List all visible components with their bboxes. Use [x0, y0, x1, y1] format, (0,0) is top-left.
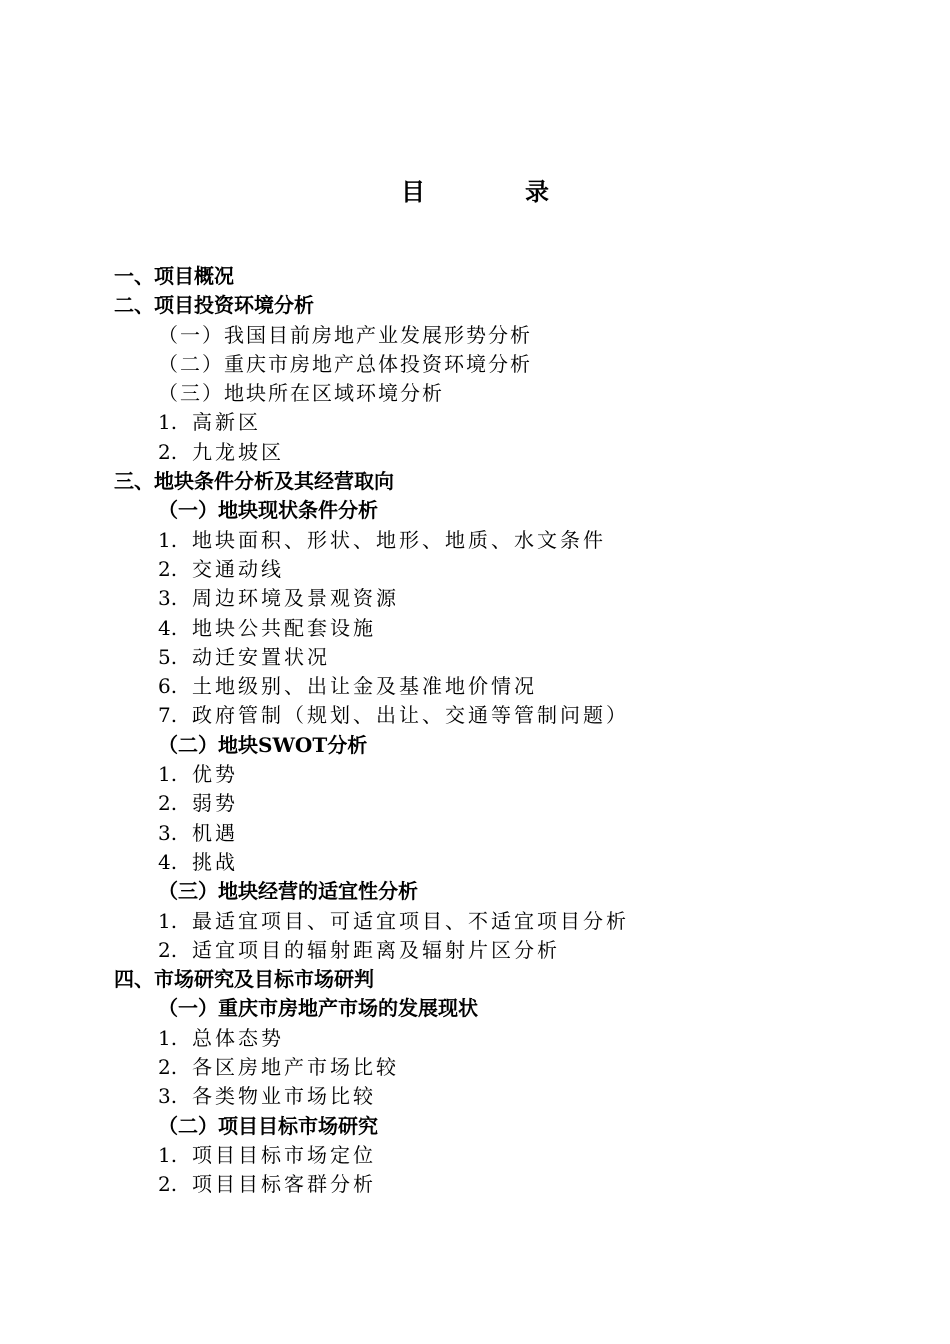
- toc-entry-text: 项目目标客群分析: [192, 1172, 376, 1197]
- toc-entry-level-3[interactable]: [0, 819, 950, 848]
- toc-entry-text: 三、地块条件分析及其经营取向: [114, 469, 394, 494]
- toc-entry-text: 项目目标市场定位: [192, 1142, 376, 1167]
- toc-entry-text: 政府管制（规划、出让、交通等管制问题）: [192, 703, 629, 728]
- toc-entry-level-1[interactable]: [0, 291, 950, 320]
- toc-entry-level-3[interactable]: [0, 408, 950, 437]
- toc-entry-text: 最适宜项目、可适宜项目、不适宜项目分析: [192, 908, 629, 933]
- toc-entry-level-3[interactable]: [0, 643, 950, 672]
- toc-entry-number: 2.: [158, 1055, 178, 1080]
- toc-entry-text: 交通动线: [192, 556, 284, 581]
- toc-entry-number: 6.: [158, 674, 178, 699]
- toc-entry-text: 周边环境及景观资源: [192, 586, 399, 611]
- toc-entry-text: 弱势: [192, 791, 238, 816]
- toc-entry-text: 各类物业市场比较: [192, 1084, 376, 1109]
- toc-entry-number: 3.: [158, 820, 178, 845]
- toc-entry-level-3[interactable]: [0, 848, 950, 877]
- toc-entry-level-2[interactable]: [0, 1112, 950, 1141]
- toc-entry-number: 1.: [158, 1142, 178, 1167]
- toc-entry-text: 土地级别、出让金及基准地价情况: [192, 674, 537, 699]
- toc-entry-level-1[interactable]: [0, 262, 950, 291]
- toc-entry-number: 4.: [158, 615, 178, 640]
- toc-entry-number: 2.: [158, 937, 178, 962]
- toc-entry-level-2[interactable]: [0, 877, 950, 906]
- table-of-contents: [0, 262, 950, 1200]
- toc-entry-level-2[interactable]: [0, 994, 950, 1023]
- toc-entry-text: 各区房地产市场比较: [192, 1055, 399, 1080]
- toc-entry-text: （一）我国目前房地产业发展形势分析: [158, 322, 532, 347]
- toc-entry-text: 四、市场研究及目标市场研判: [114, 967, 374, 992]
- toc-entry-level-3[interactable]: [0, 672, 950, 701]
- toc-entry-text: 优势: [192, 762, 238, 787]
- toc-entry-text: （三）地块所在区域环境分析: [158, 381, 444, 406]
- toc-entry-level-3[interactable]: [0, 936, 950, 965]
- toc-entry-number: 3.: [158, 1084, 178, 1109]
- toc-entry-text: 挑战: [192, 849, 238, 874]
- toc-entry-number: 2.: [158, 439, 178, 464]
- toc-entry-text: 高新区: [192, 410, 261, 435]
- toc-entry-level-1[interactable]: [0, 965, 950, 994]
- toc-entry-level-2[interactable]: [0, 321, 950, 350]
- toc-entry-level-3[interactable]: [0, 1141, 950, 1170]
- toc-entry-number: 3.: [158, 586, 178, 611]
- toc-entry-number: 5.: [158, 644, 178, 669]
- toc-entry-number: 1.: [158, 908, 178, 933]
- toc-entry-text: 适宜项目的辐射距离及辐射片区分析: [192, 937, 560, 962]
- toc-entry-number: 1.: [158, 762, 178, 787]
- toc-entry-text: 二、项目投资环境分析: [114, 293, 314, 318]
- toc-entry-text: （二）重庆市房地产总体投资环境分析: [158, 351, 532, 376]
- toc-entry-text: 总体态势: [192, 1025, 284, 1050]
- toc-entry-number: 1.: [158, 527, 178, 552]
- toc-entry-level-1[interactable]: [0, 467, 950, 496]
- toc-entry-level-2[interactable]: [0, 350, 950, 379]
- toc-entry-text: （二）项目目标市场研究: [158, 1113, 378, 1138]
- toc-entry-level-3[interactable]: [0, 1024, 950, 1053]
- toc-entry-level-3[interactable]: [0, 760, 950, 789]
- toc-entry-level-3[interactable]: [0, 555, 950, 584]
- toc-entry-level-3[interactable]: [0, 907, 950, 936]
- toc-entry-number: 2.: [158, 1172, 178, 1197]
- toc-entry-number: 7.: [158, 703, 178, 728]
- toc-entry-number: 1.: [158, 410, 178, 435]
- toc-entry-level-2[interactable]: [0, 731, 950, 760]
- page-title: 目 录: [401, 177, 587, 206]
- toc-entry-number: 4.: [158, 849, 178, 874]
- toc-entry-level-3[interactable]: [0, 614, 950, 643]
- toc-entry-text: 地块公共配套设施: [192, 615, 376, 640]
- toc-entry-number: 1.: [158, 1025, 178, 1050]
- toc-entry-text: 机遇: [192, 820, 238, 845]
- toc-entry-level-3[interactable]: [0, 584, 950, 613]
- toc-entry-text: （一）重庆市房地产市场的发展现状: [158, 996, 478, 1021]
- toc-entry-text: （三）地块经营的适宜性分析: [158, 879, 418, 904]
- toc-entry-text: 九龙坡区: [192, 439, 284, 464]
- toc-entry-level-3[interactable]: [0, 701, 950, 730]
- toc-entry-level-2[interactable]: [0, 496, 950, 525]
- toc-entry-level-3[interactable]: [0, 1170, 950, 1199]
- toc-entry-level-3[interactable]: [0, 1082, 950, 1111]
- toc-entry-text: 地块面积、形状、地形、地质、水文条件: [192, 527, 606, 552]
- toc-entry-number: 2.: [158, 556, 178, 581]
- toc-entry-level-2[interactable]: [0, 379, 950, 408]
- toc-entry-level-3[interactable]: [0, 526, 950, 555]
- toc-entry-level-3[interactable]: [0, 438, 950, 467]
- toc-entry-level-3[interactable]: [0, 1053, 950, 1082]
- toc-entry-text: （一）地块现状条件分析: [158, 498, 378, 523]
- toc-entry-number: 2.: [158, 791, 178, 816]
- toc-entry-text: 一、项目概况: [114, 264, 234, 288]
- toc-entry-text: （二）地块SWOT分析: [158, 732, 368, 757]
- toc-entry-text: 动迁安置状况: [192, 644, 330, 669]
- toc-entry-level-3[interactable]: [0, 789, 950, 818]
